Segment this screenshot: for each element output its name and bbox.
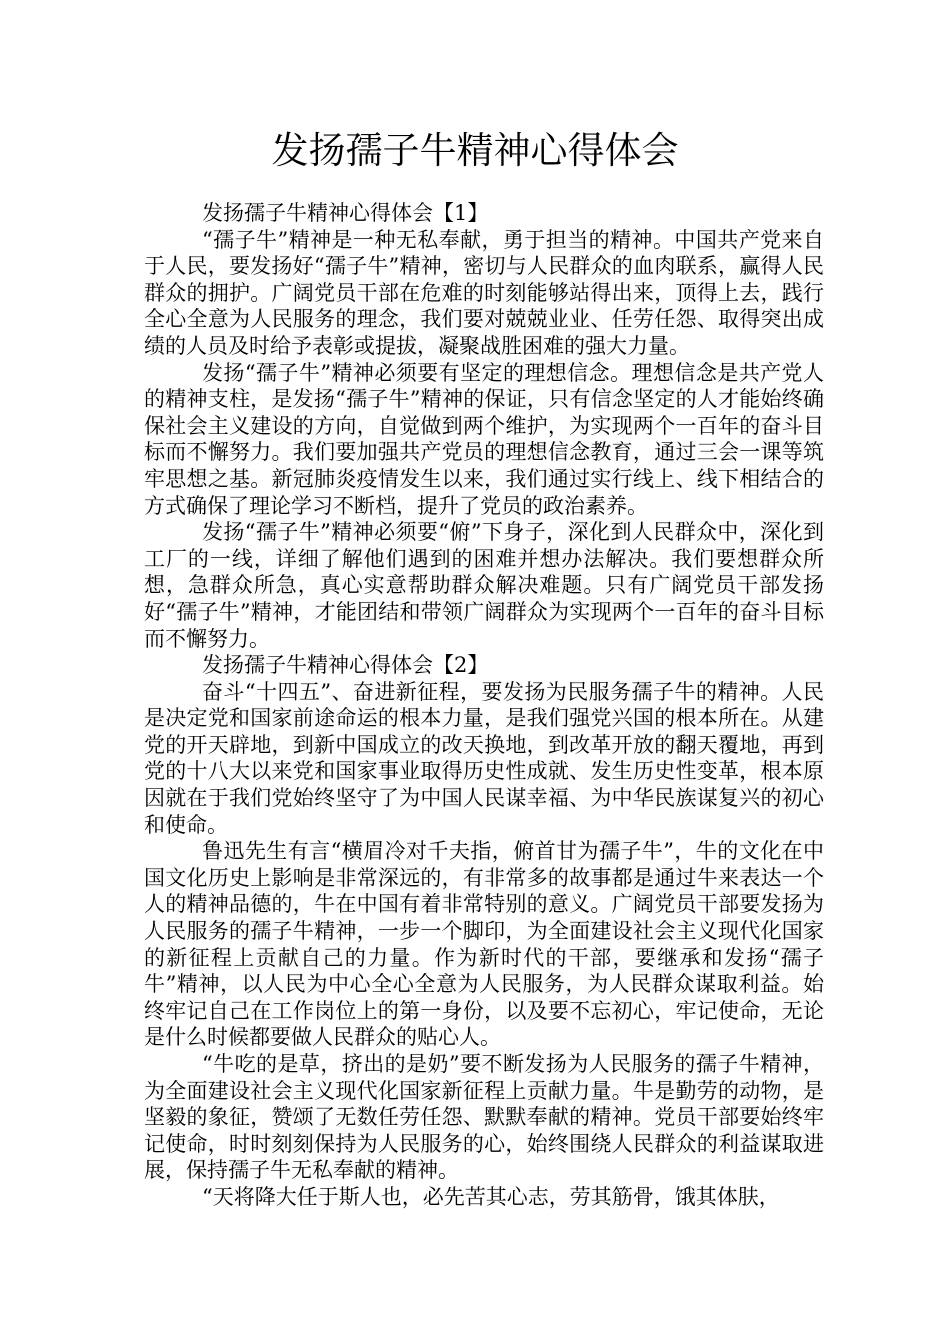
paragraph: 鲁迅先生有言“横眉冷对千夫指，俯首甘为孺子牛”，牛的文化在中国文化历史上影响是非常深远的，有非常多的故事都是通过牛来表达一个人的精神品德的，牛在中国有着非常特别的意义。广阔党员干部要发扬为人民服务的孺子牛精神，一步一个脚印，为全面建设社会主义现代化国家的新征程上贡献自己的力量。作为新时代的干部，要继承和发扬“孺子牛”精神，以人民为中心全心全意为人民服务，为人民群众谋取利益。始终牢记自己在工作岗位上的第一身份，以及要不忘初心，牢记使命，无论是什么时候都要做人民群众的贴心人。 [144,839,824,1050]
section-heading-2: 发扬孺子牛精神心得体会【2】 [202,653,489,678]
paragraph: 奋斗“十四五”、奋进新征程，要发扬为民服务孺子牛的精神。人民是决定党和国家前途命运的根本力量，是我们强党兴国的根本所在。从建党的开天辟地，到新中国成立的改天换地，到改革开放的翻天覆地，再到党的十八大以来党和国家事业取得历史性成就、发生历史性变革，根本原因就在于我们党始终坚守了为中国人民谋幸福、为中华民族谋复兴的初心和使命。 [144,679,824,837]
paragraph: 发扬“孺子牛”精神必须要有坚定的理想信念。理想信念是共产党人的精神支柱，是发扬“孺子牛”精神的保证，只有信念坚定的人才能始终确保社会主义建设的方向，自觉做到两个维护，为实现两个一百年的奋斗目标而不懈努力。我们要加强共产党员的理想信念教育，通过三会一课等筑牢思想之基。新冠肺炎疫情发生以来，我们通过实行线上、线下相结合的方式确保了理论学习不断档，提升了党员的政治素养。 [144,360,824,518]
paragraph: “天将降大任于斯人也，必先苦其心志，劳其筋骨，饿其体肤， [202,1184,780,1209]
paragraph: “牛吃的是草，挤出的是奶”要不断发扬为人民服务的孺子牛精神，为全面建设社会主义现代化国家新征程上贡献力量。牛是勤劳的动物，是坚毅的象征，赞颂了无数任劳任怨、默默奉献的精神。党员干部要始终牢记使命，时时刻刻保持为人民服务的心，始终围绕人民群众的利益谋取进展，保持孺子牛无私奉献的精神。 [144,1052,824,1183]
document-title: 发扬孺子牛精神心得体会 [271,129,679,172]
paragraph: 发扬“孺子牛”精神必须要“俯”下身子，深化到人民群众中，深化到工厂的一线，详细了解他们遇到的困难并想办法解决。我们要想群众所想，急群众所急，真心实意帮助群众解决难题。只有广阔党员干部发扬好“孺子牛”精神，才能团结和带领广阔群众为实现两个一百年的奋斗目标而不懈努力。 [144,520,824,651]
section-heading-1: 发扬孺子牛精神心得体会【1】 [202,201,489,225]
paragraph: “孺子牛”精神是一种无私奉献，勇于担当的精神。中国共产党来自于人民，要发扬好“孺子牛”精神，密切与人民群众的血肉联系，赢得人民群众的拥护。广阔党员干部在危难的时刻能够站得出来，顶得上去，践行全心全意为人民服务的理念，我们要对兢兢业业、任劳任怨、取得突出成绩的人员及时给予表彰或提拔，凝聚战胜困难的强大力量。 [144,227,824,358]
document-body [144,200,824,1211]
